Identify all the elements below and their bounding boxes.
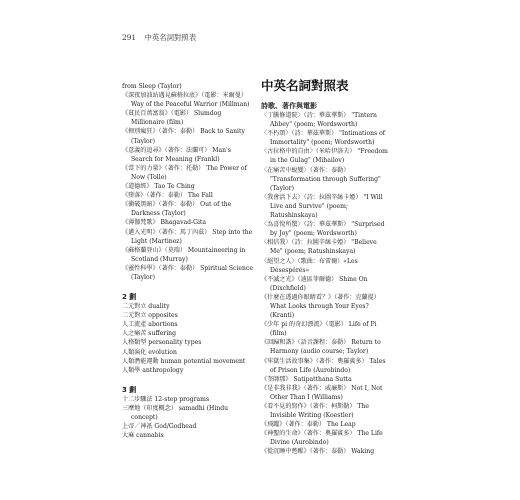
section-heading-3: 3 劃 [122,385,137,394]
glossary-entry: 《從沉睡中甦醒》（著作：泰勒） Waking [261,448,375,456]
section-heading-2: 2 劃 [122,293,137,302]
glossary-entry: 《薄伽梵歌》 Bhagavad-Gita [122,219,207,227]
glossary-entry: 《墮落》（著作：泰勒） The Fall [122,192,213,200]
glossary-entry: 《靈性科學》（著作：泰勒） Spiritual Science (Taylor) [122,264,253,281]
glossary-entry: 《神聖的生命》（著作：奧羅賓多） The Life Divine (Aurobindo) [261,430,383,447]
glossary-entry: 《是非我非我》（著作：威廉斯） Not I, Not Other Than I (Williams) [261,384,383,401]
glossary-entry: 〈相信我〉（詩：拉圖辛絲卡婭） "Believe Me" (poem; Ratushinskaya) [261,239,377,256]
works-list [261,111,391,457]
glossary-entry: 人類學 anthropology [122,366,184,374]
glossary-entry: 《道德經》 Tao Te Ching [122,183,195,191]
glossary-entry: 《當下的力量》（著作：托勒） The Power of Now (Tolle) [122,164,247,181]
glossary-entry: 《意義的追尋》（著作：法蘭可） Man's Search for Meaning (Frankl) [122,146,231,163]
glossary-entry: 《邁入光明》（著作：馬丁內茲） Step into the Light (Martinez) [122,228,253,245]
right-column [261,78,391,457]
glossary-entry: 《回歸和諧》（語音課程：泰勒） Return to Harmony (audio course; Taylor) [261,339,381,356]
glossary-entry: 二元對立 opposites [122,312,178,320]
glossary-entry: 《深夜加油站遇見蘇格拉底》（電影：米爾曼） Way of the Peaceful Warrior (Millman) [122,92,250,109]
glossary-entry: 《貧民百萬富翁》（電影） Slumdog Millionaire (film) [122,110,222,127]
glossary-entry: 《看不見的寫作》（著作：柯斯勒） The Invisible Writing (Koestler) [261,403,369,420]
glossary-entry: 〈丁騰修道院〉（詩：華茲華斯） "Tintern Abbey" (poem; Wordsworth) [261,112,377,129]
glossary-entry: 《牢獄生活故事集》（著作：奧羅賓多） Tales of Prison Life (Aurobindo) [261,357,386,374]
section-2-list [122,302,254,375]
entry-list [122,82,254,282]
glossary-entry: 十二步驟法 12-step programs [122,395,210,403]
glossary-entry: 《飛躍》（著作：泰勒） The Leap [261,421,356,429]
glossary-entry: 《不滅之光》（迪區菲爾德） Shine On (Dixchfield) [261,275,368,292]
page-number: 291 [122,33,137,42]
section-3-list [122,395,254,440]
glossary-entry: 人類潛能運動 human potential movement [122,357,246,365]
glossary-entry: 〈古拉格中的自由〉（米哈伊洛夫） "Freedom in the Gulag" (Mihailov) [261,148,388,165]
glossary-entry: 人格類型 personality types [122,339,202,347]
glossary-entry: 《蘇格蘭登山》（莫瑞） Mountaineering in Scotland (Murray) [122,246,246,263]
glossary-entry: 人工流產 abortions [122,321,178,329]
glossary-entry: from Sleep (Taylor) [122,83,182,90]
page-header [122,32,196,43]
glossary-entry: 〈為喜悅所驚〉（詩：華茲華斯） "Surprised by Joy" (poem; Wordsworth) [261,221,385,238]
glossary-entry: 上帝／神祇 God/Godhead [122,423,197,431]
running-title: 中英名詞對照表 [144,33,197,42]
glossary-entry: 《少年 pi 的奇幻漂流》（電影） Life of Pi (film) [261,321,377,338]
glossary-entry: 《什麼在透過你眼睛看？》（著作：克蘭提） What Looks through Your Eyes? (Kranti) [261,293,380,320]
glossary-entry: 〈絕望之人〉（歌曲：布雷爾）«Les Désespérés» [261,257,358,274]
glossary-entry: 《衝破黑暗》（著作：泰勒） Out of the Darkness (Taylor) [122,201,232,218]
section-heading-works: 詩歌、著作與電影 [261,102,317,110]
glossary-entry: 大麻 cannabis [122,432,164,440]
glossary-entry: 〈在痛苦中蛻變〉（著作：泰勒） "Transformation through Suffering" (Taylor) [261,166,381,192]
glossary-entry: 〈我會活下去〉（詩：拉圖辛絲卡婭） "I Will Live and Survive" (poem; Ratushinskaya) [261,193,383,220]
glossary-title: 中英名詞對照表 [261,78,349,93]
left-column [122,82,254,440]
glossary-entry: 《揮別瘋狂》（著作：泰勒） Back to Sanity (Taylor) [122,128,245,145]
glossary-entry: 三摩地（印度概念） samadhi (Hindu concept) [122,404,229,421]
glossary-entry: 人類演化 evolution [122,348,177,356]
glossary-entry: 人之痛苦 suffering [122,330,176,338]
glossary-entry: 《奎師那》 Satipatthana Sutta [261,375,352,383]
glossary-entry: 〈不朽頌〉（詩：華茲華斯） "Intimations of Immortality" (poem; Wordsworth) [261,130,386,147]
glossary-entry: 二元對立 duality [122,303,170,311]
